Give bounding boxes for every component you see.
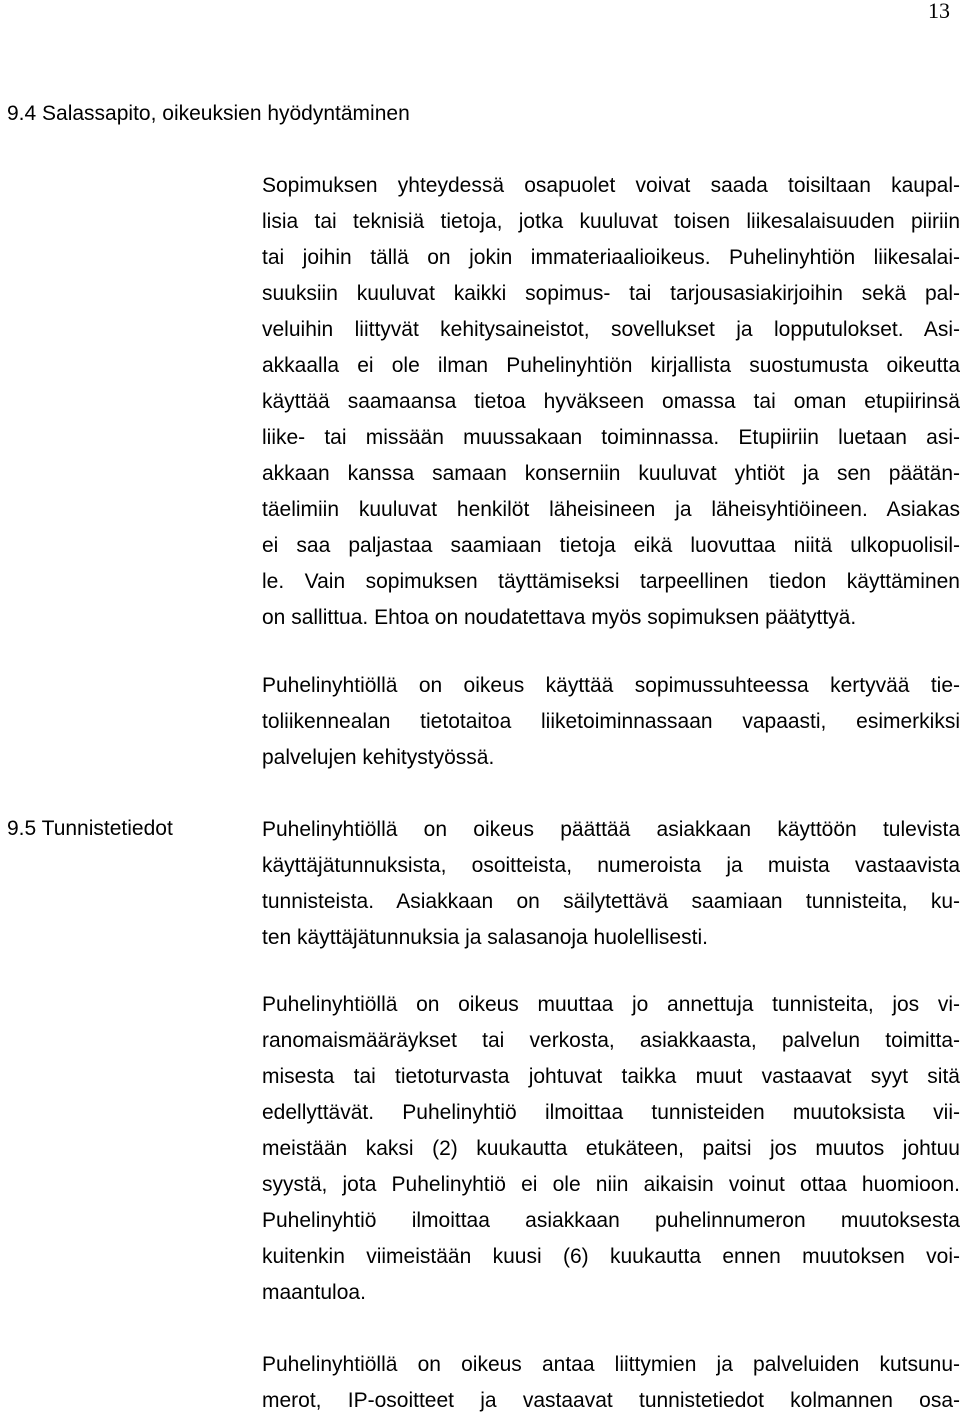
text-line: tai joihin tällä on jokin immateriaalioikeus. Puhelinyhtiön liikesalai- xyxy=(262,246,960,269)
text-line: Puhelinyhtiöllä on oikeus muuttaa jo annettuja tunnisteita, jos vi- xyxy=(262,993,960,1016)
text-line: on sallittua. Ehtoa on noudatettava myös sopimuksen päätyttyä. xyxy=(262,606,857,629)
text-line: misesta tai tietoturvasta johtuvat taikka muut vastaavat syyt sitä xyxy=(262,1065,960,1088)
text-line: käyttää saamaansa tietoa hyväkseen omassa tai oman etupiirinsä xyxy=(262,390,960,413)
text-line: meistään kaksi (2) kuukautta etukäteen, paitsi jos muutos johtuu xyxy=(262,1137,960,1160)
text-line: veluihin liittyvät kehitysaineistot, sovellukset ja lopputulokset. Asi- xyxy=(262,318,960,341)
section-heading-9-4: 9.4 Salassapito, oikeuksien hyödyntäminen xyxy=(7,102,410,125)
paragraph-identifier-changes xyxy=(262,987,960,1311)
paragraph-identifiers xyxy=(262,812,960,956)
text-line: täelimiin kuuluvat henkilöt läheisineen ja läheisyhtiöineen. Asiakas xyxy=(262,498,960,521)
text-line: käyttäjätunnuksista, osoitteista, numeroista ja muista vastaavista xyxy=(262,854,960,877)
text-line: Puhelinyhtiöllä on oikeus päättää asiakkaan käyttöön tulevista xyxy=(262,818,960,841)
text-line: palvelujen kehitystyössä. xyxy=(262,746,495,769)
text-line: liike- tai missään muussakaan toiminnassa. Etupiiriin luetaan asi- xyxy=(262,426,960,449)
section-heading-9-5: 9.5 Tunnistetiedot xyxy=(7,817,173,840)
page-number: 13 xyxy=(928,0,950,23)
text-line: Puhelinyhtiöllä on oikeus antaa liittymien ja palveluiden kutsunu- xyxy=(262,1353,960,1376)
text-line: lisia tai teknisiä tietoja, jotka kuuluvat toisen liikesalaisuuden piiriin xyxy=(262,210,960,233)
text-line: Sopimuksen yhteydessä osapuolet voivat saada toisiltaan kaupal- xyxy=(262,174,960,197)
text-line: ei saa paljastaa saamiaan tietoja eikä luovuttaa niitä ulkopuolisil- xyxy=(262,534,960,557)
text-line: toliikennealan tietotaitoa liiketoiminnassaan vapaasti, esimerkiksi xyxy=(262,710,960,733)
paragraph-confidentiality xyxy=(262,168,960,636)
text-line: Puhelinyhtiö ilmoittaa asiakkaan puhelinnumeron muutoksesta xyxy=(262,1209,960,1232)
paragraph-third-party-disclosure xyxy=(262,1347,960,1419)
text-line: Puhelinyhtiöllä on oikeus käyttää sopimussuhteessa kertyvää tie- xyxy=(262,674,960,697)
text-line: ten käyttäjätunnuksia ja salasanoja huolellisesti. xyxy=(262,926,708,949)
text-line: suuksiin kuuluvat kaikki sopimus- tai tarjousasiakirjoihin sekä pal- xyxy=(262,282,960,305)
text-line: edellyttävät. Puhelinyhtiö ilmoittaa tunnisteiden muutoksista vii- xyxy=(262,1101,960,1124)
text-line: tunnisteista. Asiakkaan on säilytettävä saamiaan tunnisteita, ku- xyxy=(262,890,960,913)
text-line: maantuloa. xyxy=(262,1281,366,1304)
text-line: ranomaismääräykset tai verkosta, asiakkaasta, palvelun toimitta- xyxy=(262,1029,960,1052)
paragraph-know-how xyxy=(262,668,960,776)
text-line: le. Vain sopimuksen täyttämiseksi tarpeellinen tiedon käyttäminen xyxy=(262,570,960,593)
text-line: akkaan kanssa samaan konserniin kuuluvat yhtiöt ja sen päätän- xyxy=(262,462,960,485)
text-line: kuitenkin viimeistään kuusi (6) kuukautta ennen muutoksen voi- xyxy=(262,1245,960,1268)
text-line: syystä, jota Puhelinyhtiö ei ole niin aikaisin voinut ottaa huomioon. xyxy=(262,1173,960,1196)
text-line: akkaalla ei ole ilman Puhelinyhtiön kirjallista suostumusta oikeutta xyxy=(262,354,960,377)
text-line: merot, IP-osoitteet ja vastaavat tunnistetiedot kolmannen osa- xyxy=(262,1389,960,1412)
